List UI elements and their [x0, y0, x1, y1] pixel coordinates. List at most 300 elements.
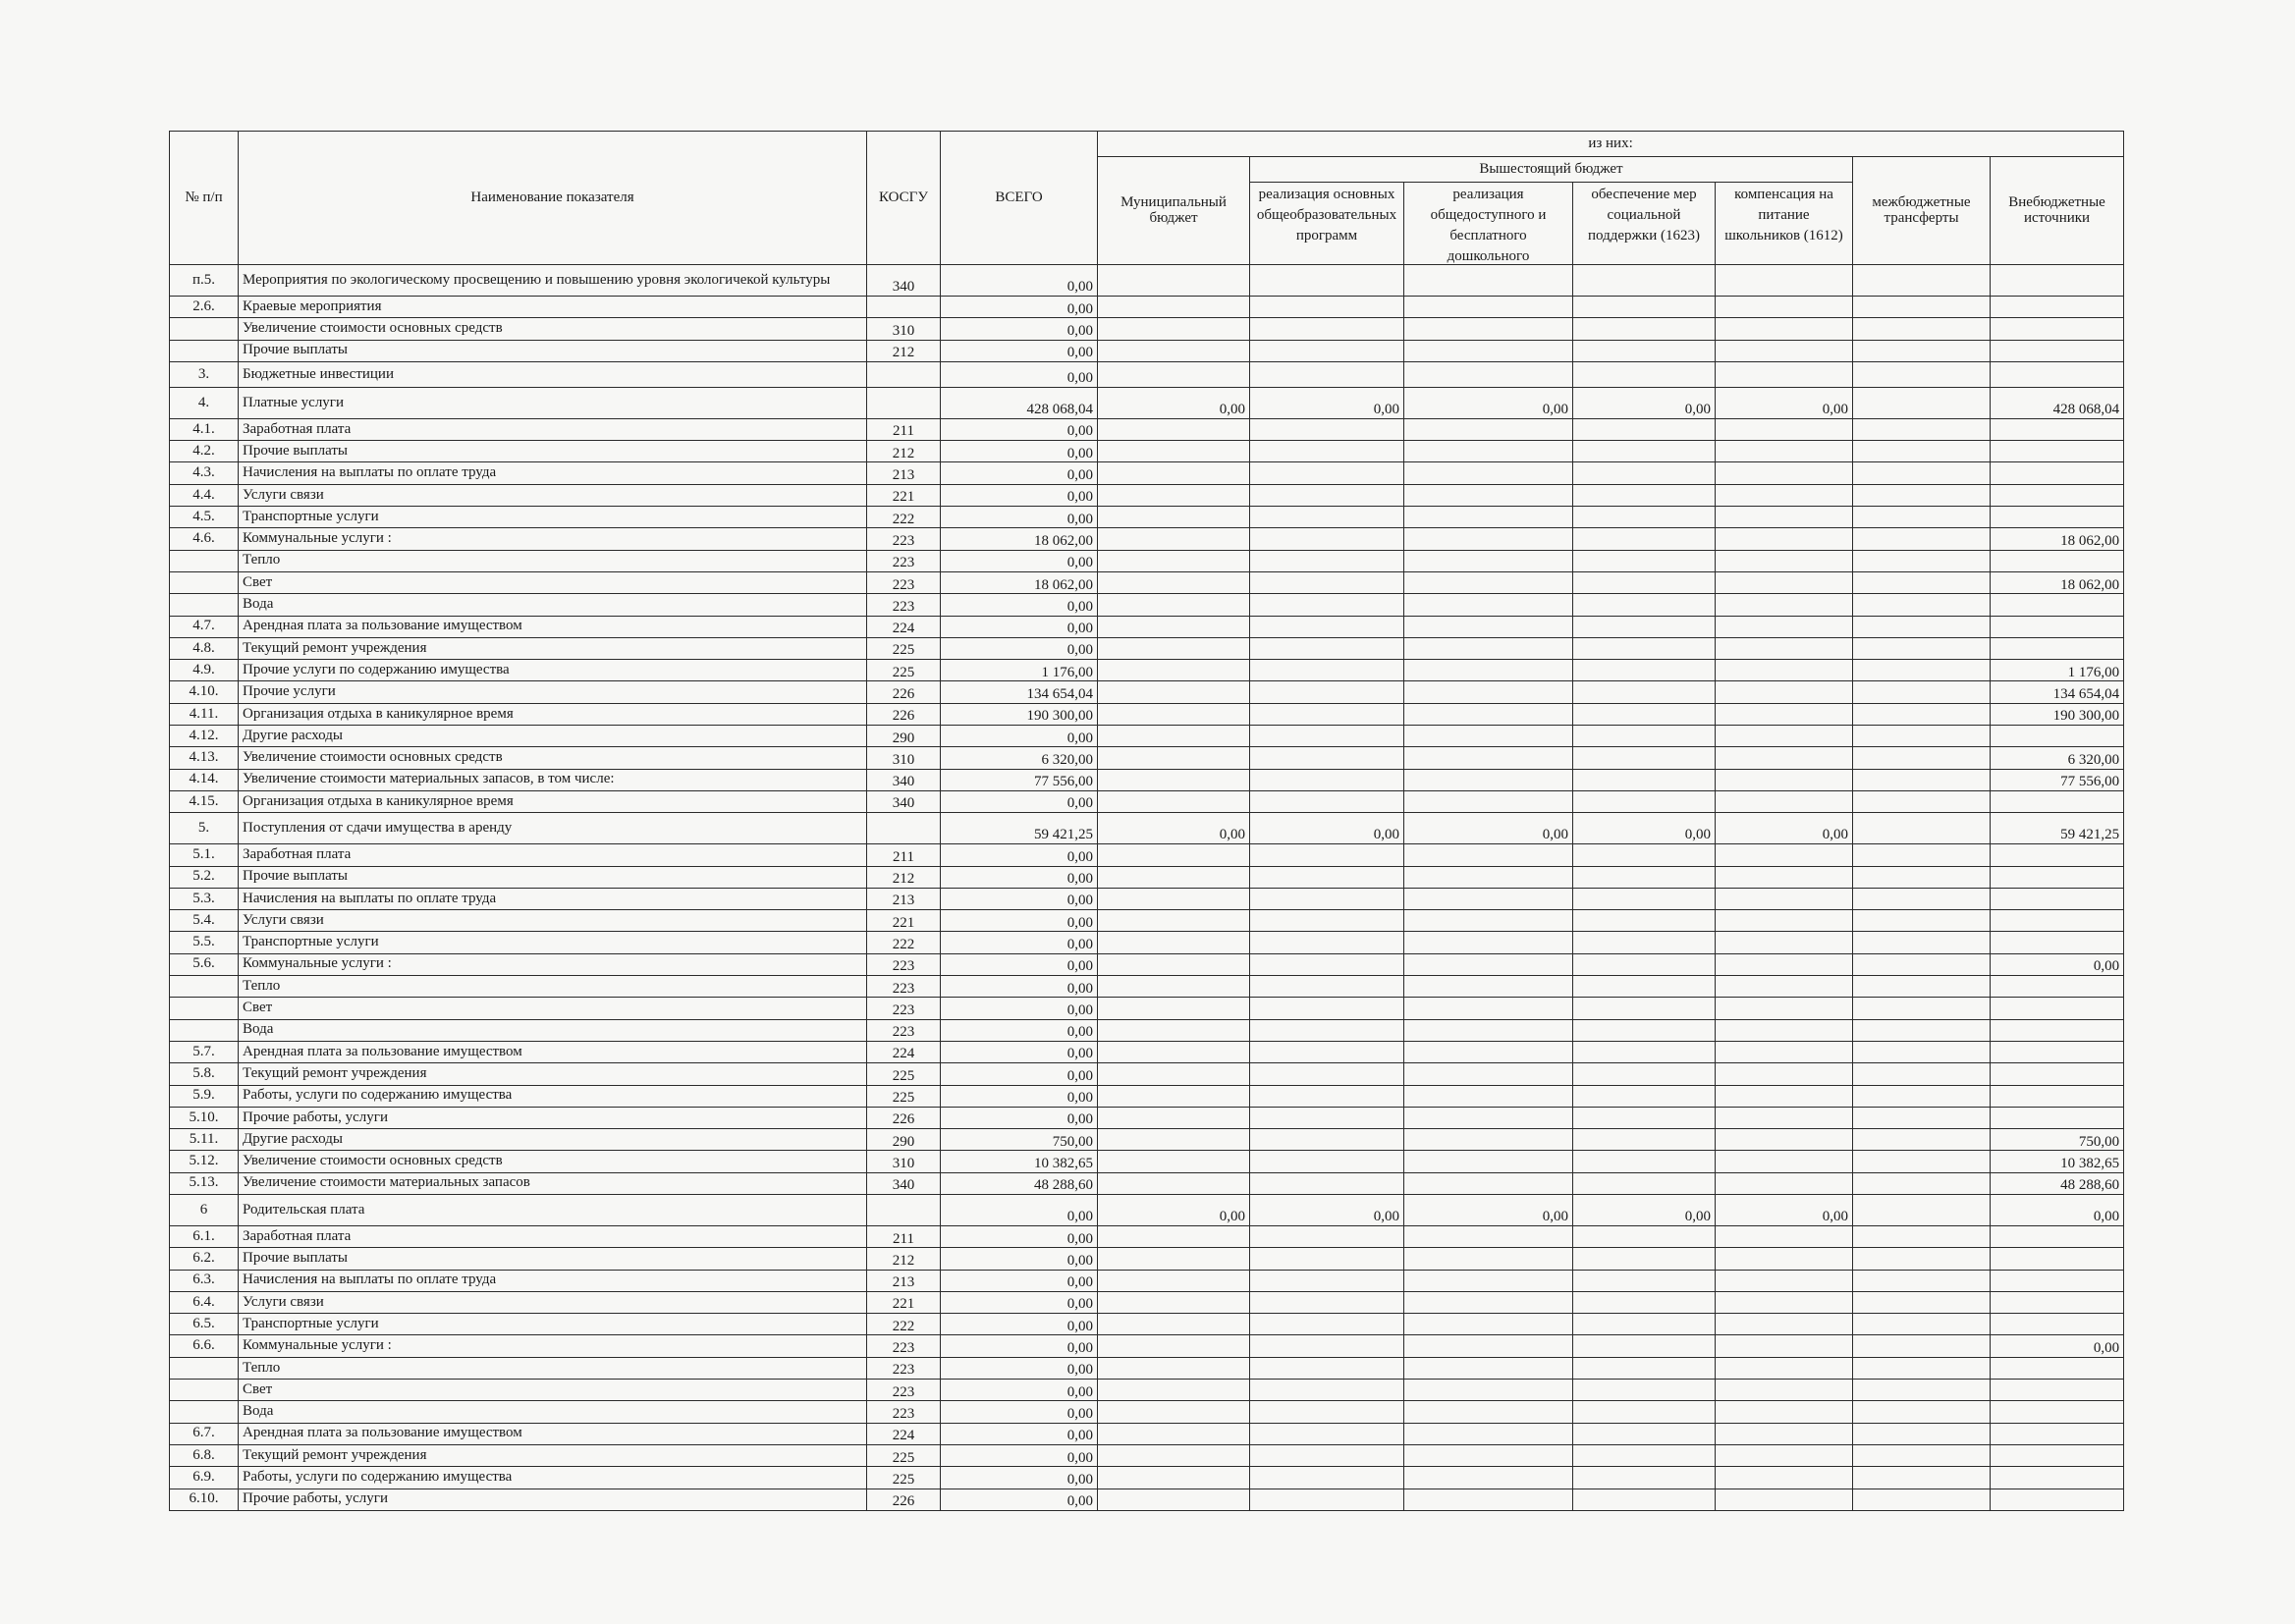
row-number: 5.10.	[170, 1107, 239, 1128]
row-higher-2	[1404, 318, 1573, 340]
row-total: 18 062,00	[941, 571, 1098, 593]
row-number: 4.1.	[170, 418, 239, 440]
row-municipal	[1098, 462, 1250, 484]
header-higher-sub	[1404, 183, 1573, 265]
row-kosgu: 225	[867, 1467, 941, 1489]
row-extrabudget: 0,00	[1991, 953, 2124, 975]
table-row	[170, 418, 2124, 440]
row-extrabudget	[1991, 844, 2124, 866]
row-kosgu: 212	[867, 441, 941, 462]
row-extrabudget: 18 062,00	[1991, 571, 2124, 593]
row-kosgu: 211	[867, 1225, 941, 1247]
row-higher-3	[1573, 976, 1716, 998]
row-interbudget	[1853, 1194, 1991, 1225]
table-row	[170, 660, 2124, 681]
row-higher-3	[1573, 361, 1716, 387]
row-interbudget	[1853, 998, 1991, 1019]
row-higher-3	[1573, 1085, 1716, 1107]
row-higher-1	[1250, 910, 1404, 932]
row-higher-3	[1573, 297, 1716, 318]
row-name: Начисления на выплаты по оплате труда	[239, 1270, 867, 1291]
row-higher-3	[1573, 1314, 1716, 1335]
row-higher-4	[1716, 932, 1853, 953]
row-municipal	[1098, 550, 1250, 571]
row-total: 0,00	[941, 318, 1098, 340]
row-higher-4	[1716, 1270, 1853, 1291]
row-higher-4	[1716, 1225, 1853, 1247]
row-name: Вода	[239, 1019, 867, 1041]
row-total: 0,00	[941, 550, 1098, 571]
row-higher-4	[1716, 1151, 1853, 1172]
row-extrabudget	[1991, 1357, 2124, 1379]
row-total: 59 421,25	[941, 813, 1098, 844]
row-number: 6.8.	[170, 1444, 239, 1466]
row-extrabudget: 77 556,00	[1991, 769, 2124, 790]
header-municipal: Муниципальный бюджет	[1098, 157, 1250, 265]
row-municipal	[1098, 1335, 1250, 1357]
row-higher-2	[1404, 790, 1573, 812]
row-extrabudget	[1991, 1489, 2124, 1510]
row-total: 0,00	[941, 340, 1098, 361]
row-higher-2	[1404, 1270, 1573, 1291]
row-number: 4.3.	[170, 462, 239, 484]
row-name: Коммунальные услуги :	[239, 953, 867, 975]
row-kosgu: 223	[867, 594, 941, 616]
row-extrabudget: 10 382,65	[1991, 1151, 2124, 1172]
row-higher-2	[1404, 1401, 1573, 1423]
row-higher-1	[1250, 528, 1404, 550]
row-interbudget	[1853, 747, 1991, 769]
row-higher-1	[1250, 1401, 1404, 1423]
row-kosgu: 340	[867, 769, 941, 790]
row-higher-1	[1250, 1489, 1404, 1510]
row-interbudget	[1853, 1489, 1991, 1510]
row-total: 0,00	[941, 637, 1098, 659]
row-total: 0,00	[941, 1467, 1098, 1489]
row-extrabudget	[1991, 1248, 2124, 1270]
row-name: Тепло	[239, 976, 867, 998]
row-name: Услуги связи	[239, 910, 867, 932]
row-higher-2	[1404, 484, 1573, 506]
header-higher-sub	[1250, 183, 1404, 265]
row-higher-2: 0,00	[1404, 387, 1573, 418]
row-kosgu: 340	[867, 1172, 941, 1194]
row-extrabudget	[1991, 726, 2124, 747]
row-kosgu: 221	[867, 1291, 941, 1313]
header-higher-sub-text: компенсация на питание школьников (1612)	[1724, 186, 1843, 244]
row-higher-1	[1250, 1444, 1404, 1466]
row-higher-1	[1250, 1291, 1404, 1313]
row-number: 4.5.	[170, 507, 239, 528]
row-name: Заработная плата	[239, 418, 867, 440]
row-name: Текущий ремонт учреждения	[239, 1444, 867, 1466]
row-interbudget	[1853, 976, 1991, 998]
row-higher-2	[1404, 932, 1573, 953]
row-municipal	[1098, 441, 1250, 462]
row-interbudget	[1853, 1380, 1991, 1401]
header-higher-sub	[1716, 183, 1853, 265]
row-higher-1	[1250, 726, 1404, 747]
row-name: Бюджетные инвестиции	[239, 361, 867, 387]
row-higher-1	[1250, 790, 1404, 812]
row-number	[170, 976, 239, 998]
row-higher-3	[1573, 1129, 1716, 1151]
row-higher-1	[1250, 681, 1404, 703]
row-kosgu: 212	[867, 866, 941, 888]
row-kosgu: 224	[867, 1041, 941, 1062]
row-interbudget	[1853, 1423, 1991, 1444]
row-name: Текущий ремонт учреждения	[239, 1063, 867, 1085]
row-municipal	[1098, 1444, 1250, 1466]
row-kosgu	[867, 387, 941, 418]
row-total: 0,00	[941, 998, 1098, 1019]
row-kosgu: 224	[867, 616, 941, 637]
row-higher-2	[1404, 340, 1573, 361]
row-higher-4	[1716, 571, 1853, 593]
row-higher-3	[1573, 703, 1716, 725]
row-higher-4	[1716, 528, 1853, 550]
row-name: Прочие услуги	[239, 681, 867, 703]
row-interbudget	[1853, 660, 1991, 681]
row-municipal	[1098, 1063, 1250, 1085]
row-kosgu: 223	[867, 976, 941, 998]
row-municipal	[1098, 888, 1250, 909]
table-row	[170, 998, 2124, 1019]
row-name: Тепло	[239, 550, 867, 571]
table-row	[170, 1401, 2124, 1423]
row-total: 0,00	[941, 888, 1098, 909]
table-row	[170, 1314, 2124, 1335]
row-higher-2	[1404, 1444, 1573, 1466]
row-total: 134 654,04	[941, 681, 1098, 703]
row-higher-4	[1716, 1444, 1853, 1466]
row-higher-1	[1250, 703, 1404, 725]
row-number: 6.9.	[170, 1467, 239, 1489]
row-extrabudget	[1991, 1380, 2124, 1401]
row-interbudget	[1853, 1085, 1991, 1107]
row-higher-4	[1716, 888, 1853, 909]
row-name: Вода	[239, 594, 867, 616]
row-higher-1	[1250, 844, 1404, 866]
row-number: 5.9.	[170, 1085, 239, 1107]
row-total: 0,00	[941, 1225, 1098, 1247]
row-higher-3	[1573, 1489, 1716, 1510]
row-higher-2	[1404, 1335, 1573, 1357]
header-num: № п/п	[170, 132, 239, 265]
row-extrabudget	[1991, 976, 2124, 998]
row-extrabudget	[1991, 888, 2124, 909]
row-total: 48 288,60	[941, 1172, 1098, 1194]
row-kosgu: 226	[867, 1107, 941, 1128]
row-kosgu: 224	[867, 1423, 941, 1444]
row-higher-3	[1573, 418, 1716, 440]
row-name: Свет	[239, 571, 867, 593]
table-row	[170, 1107, 2124, 1128]
row-municipal	[1098, 932, 1250, 953]
row-number	[170, 318, 239, 340]
row-municipal	[1098, 528, 1250, 550]
row-number	[170, 340, 239, 361]
row-total: 0,00	[941, 910, 1098, 932]
row-higher-2	[1404, 1063, 1573, 1085]
row-higher-4	[1716, 1467, 1853, 1489]
row-name: Прочие работы, услуги	[239, 1489, 867, 1510]
row-higher-1	[1250, 1019, 1404, 1041]
row-total: 0,00	[941, 1085, 1098, 1107]
table-row	[170, 1270, 2124, 1291]
row-higher-3	[1573, 1225, 1716, 1247]
row-municipal	[1098, 418, 1250, 440]
table-row	[170, 462, 2124, 484]
row-higher-3	[1573, 1401, 1716, 1423]
row-higher-4	[1716, 637, 1853, 659]
row-higher-1	[1250, 1225, 1404, 1247]
row-municipal	[1098, 1314, 1250, 1335]
row-interbudget	[1853, 507, 1991, 528]
row-kosgu: 223	[867, 571, 941, 593]
row-higher-1	[1250, 1380, 1404, 1401]
row-total: 428 068,04	[941, 387, 1098, 418]
row-municipal	[1098, 844, 1250, 866]
row-higher-4	[1716, 910, 1853, 932]
row-higher-4	[1716, 1291, 1853, 1313]
row-higher-1	[1250, 462, 1404, 484]
row-name: Прочие выплаты	[239, 866, 867, 888]
row-higher-3	[1573, 660, 1716, 681]
row-higher-4	[1716, 1335, 1853, 1357]
row-number: 6.4.	[170, 1291, 239, 1313]
table-body	[170, 265, 2124, 1511]
table-row	[170, 616, 2124, 637]
row-total: 0,00	[941, 297, 1098, 318]
row-higher-1	[1250, 297, 1404, 318]
row-interbudget	[1853, 637, 1991, 659]
table-row	[170, 681, 2124, 703]
row-municipal	[1098, 340, 1250, 361]
row-kosgu: 340	[867, 265, 941, 297]
row-interbudget	[1853, 594, 1991, 616]
row-total: 0,00	[941, 1063, 1098, 1085]
row-municipal	[1098, 1380, 1250, 1401]
row-interbudget	[1853, 1291, 1991, 1313]
row-higher-1	[1250, 1270, 1404, 1291]
row-higher-4	[1716, 1357, 1853, 1379]
row-higher-2	[1404, 660, 1573, 681]
row-higher-1	[1250, 265, 1404, 297]
row-interbudget	[1853, 1314, 1991, 1335]
row-number: 4.11.	[170, 703, 239, 725]
row-municipal	[1098, 726, 1250, 747]
row-kosgu: 223	[867, 550, 941, 571]
row-number	[170, 1380, 239, 1401]
row-higher-2	[1404, 769, 1573, 790]
table-row	[170, 1357, 2124, 1379]
row-higher-1	[1250, 418, 1404, 440]
row-higher-3	[1573, 888, 1716, 909]
row-total: 0,00	[941, 1401, 1098, 1423]
row-number: 6.1.	[170, 1225, 239, 1247]
row-extrabudget: 1 176,00	[1991, 660, 2124, 681]
row-total: 0,00	[941, 1335, 1098, 1357]
row-higher-4	[1716, 747, 1853, 769]
row-municipal	[1098, 1225, 1250, 1247]
row-kosgu: 211	[867, 418, 941, 440]
row-number: 6.2.	[170, 1248, 239, 1270]
row-higher-1	[1250, 361, 1404, 387]
table-row	[170, 1225, 2124, 1247]
row-extrabudget	[1991, 1063, 2124, 1085]
row-name: Прочие выплаты	[239, 340, 867, 361]
header-higher-budget: Вышестоящий бюджет	[1250, 157, 1853, 183]
row-kosgu: 223	[867, 1357, 941, 1379]
row-higher-1	[1250, 1041, 1404, 1062]
row-total: 750,00	[941, 1129, 1098, 1151]
row-kosgu: 221	[867, 484, 941, 506]
row-extrabudget	[1991, 418, 2124, 440]
row-higher-2	[1404, 297, 1573, 318]
row-higher-2	[1404, 361, 1573, 387]
row-total: 0,00	[941, 616, 1098, 637]
table-row	[170, 340, 2124, 361]
row-extrabudget: 48 288,60	[1991, 1172, 2124, 1194]
row-higher-2	[1404, 1357, 1573, 1379]
row-kosgu: 213	[867, 1270, 941, 1291]
row-higher-3: 0,00	[1573, 813, 1716, 844]
row-name: Арендная плата за пользование имуществом	[239, 1041, 867, 1062]
row-higher-4	[1716, 769, 1853, 790]
row-higher-2	[1404, 1248, 1573, 1270]
row-interbudget	[1853, 888, 1991, 909]
row-higher-4	[1716, 265, 1853, 297]
row-higher-2	[1404, 462, 1573, 484]
row-name: Начисления на выплаты по оплате труда	[239, 888, 867, 909]
row-higher-4	[1716, 1248, 1853, 1270]
row-higher-3	[1573, 318, 1716, 340]
row-interbudget	[1853, 769, 1991, 790]
row-higher-3	[1573, 550, 1716, 571]
row-kosgu	[867, 361, 941, 387]
row-higher-3	[1573, 790, 1716, 812]
row-extrabudget	[1991, 1225, 2124, 1247]
header-of-which: из них:	[1098, 132, 2124, 157]
row-municipal	[1098, 660, 1250, 681]
row-higher-1	[1250, 340, 1404, 361]
table-row	[170, 932, 2124, 953]
row-extrabudget	[1991, 1467, 2124, 1489]
row-name: Транспортные услуги	[239, 1314, 867, 1335]
row-kosgu: 222	[867, 932, 941, 953]
row-municipal	[1098, 571, 1250, 593]
table-row	[170, 1444, 2124, 1466]
row-interbudget	[1853, 1248, 1991, 1270]
row-total: 0,00	[941, 1423, 1098, 1444]
row-name: Свет	[239, 998, 867, 1019]
row-higher-2	[1404, 866, 1573, 888]
row-higher-3	[1573, 681, 1716, 703]
row-name: Увеличение стоимости материальных запасов, в том числе:	[239, 769, 867, 790]
row-higher-4: 0,00	[1716, 813, 1853, 844]
table-row	[170, 387, 2124, 418]
row-higher-3	[1573, 1270, 1716, 1291]
row-total: 18 062,00	[941, 528, 1098, 550]
table-row	[170, 1467, 2124, 1489]
row-interbudget	[1853, 484, 1991, 506]
table-row	[170, 1291, 2124, 1313]
row-higher-4	[1716, 550, 1853, 571]
row-municipal	[1098, 616, 1250, 637]
row-number: п.5.	[170, 265, 239, 297]
row-higher-3	[1573, 1380, 1716, 1401]
row-kosgu: 225	[867, 660, 941, 681]
row-interbudget	[1853, 1467, 1991, 1489]
row-municipal	[1098, 1151, 1250, 1172]
row-higher-1	[1250, 318, 1404, 340]
table-row	[170, 265, 2124, 297]
row-name: Коммунальные услуги :	[239, 528, 867, 550]
row-number: 5.11.	[170, 1129, 239, 1151]
row-municipal	[1098, 953, 1250, 975]
row-interbudget	[1853, 418, 1991, 440]
table-header	[170, 132, 2124, 265]
row-extrabudget: 18 062,00	[1991, 528, 2124, 550]
row-number: 4.12.	[170, 726, 239, 747]
row-municipal	[1098, 507, 1250, 528]
row-total: 0,00	[941, 507, 1098, 528]
row-extrabudget	[1991, 507, 2124, 528]
table-row	[170, 1151, 2124, 1172]
row-higher-3	[1573, 1467, 1716, 1489]
row-higher-4	[1716, 1423, 1853, 1444]
row-total: 0,00	[941, 1019, 1098, 1041]
header-higher-sub-text: обеспечение мер социальной поддержки (1623)	[1588, 186, 1700, 244]
row-higher-2	[1404, 594, 1573, 616]
table-row	[170, 1489, 2124, 1510]
row-total: 0,00	[941, 361, 1098, 387]
row-kosgu: 223	[867, 528, 941, 550]
row-extrabudget	[1991, 441, 2124, 462]
row-name: Коммунальные услуги :	[239, 1335, 867, 1357]
row-higher-4	[1716, 1380, 1853, 1401]
row-extrabudget	[1991, 1041, 2124, 1062]
row-higher-2: 0,00	[1404, 813, 1573, 844]
row-higher-4: 0,00	[1716, 387, 1853, 418]
row-higher-2	[1404, 998, 1573, 1019]
row-higher-4	[1716, 484, 1853, 506]
row-higher-4	[1716, 953, 1853, 975]
row-municipal	[1098, 747, 1250, 769]
row-higher-2	[1404, 441, 1573, 462]
header-kosgu: КОСГУ	[867, 132, 941, 265]
row-extrabudget	[1991, 616, 2124, 637]
row-higher-4	[1716, 340, 1853, 361]
row-kosgu	[867, 1194, 941, 1225]
row-interbudget	[1853, 844, 1991, 866]
row-kosgu: 290	[867, 726, 941, 747]
row-higher-1	[1250, 507, 1404, 528]
row-higher-2	[1404, 1314, 1573, 1335]
row-kosgu: 340	[867, 790, 941, 812]
row-higher-3	[1573, 1041, 1716, 1062]
table-row	[170, 1041, 2124, 1062]
row-total: 0,00	[941, 265, 1098, 297]
row-higher-4	[1716, 660, 1853, 681]
row-name: Другие расходы	[239, 726, 867, 747]
row-total: 0,00	[941, 1291, 1098, 1313]
row-municipal	[1098, 1401, 1250, 1423]
row-extrabudget	[1991, 1291, 2124, 1313]
table-row	[170, 637, 2124, 659]
row-higher-3	[1573, 571, 1716, 593]
